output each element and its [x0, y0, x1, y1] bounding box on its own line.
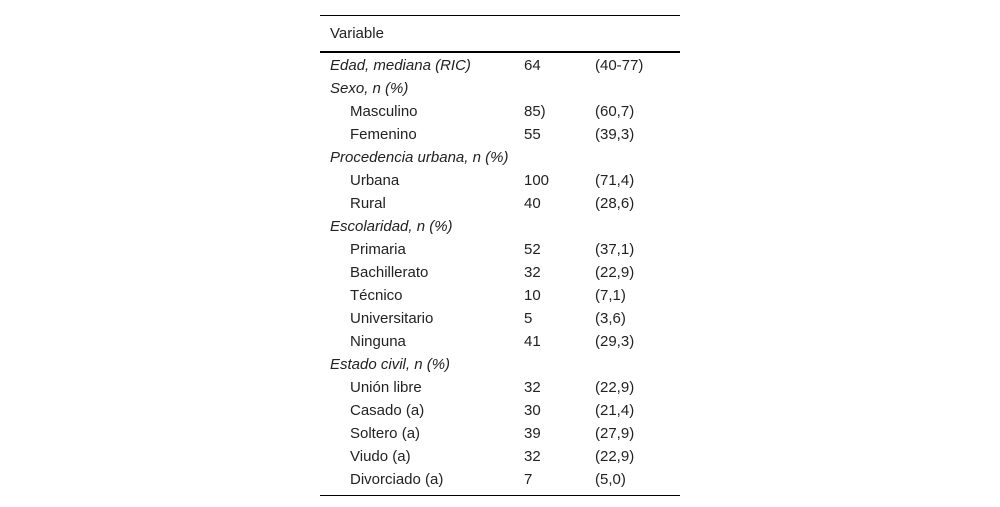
row-label: Casado (a): [350, 402, 425, 419]
table-group-row: [320, 77, 680, 100]
row-percent: (39,3): [595, 126, 635, 143]
table-row: [320, 376, 680, 399]
group-label: Edad, mediana (RIC): [330, 57, 471, 74]
row-percent: [595, 77, 680, 100]
row-count: 40: [524, 195, 541, 212]
row-percent: [595, 215, 680, 238]
row-count: [524, 77, 595, 100]
group-label: Escolaridad, n (%): [330, 218, 453, 235]
row-count: 85): [524, 103, 546, 120]
row-count: 32: [524, 264, 541, 281]
table-row: [320, 261, 680, 284]
row-count: 52: [524, 241, 541, 258]
row-label: Universitario: [350, 310, 434, 327]
row-label: Técnico: [350, 287, 403, 304]
row-count: 55: [524, 126, 541, 143]
row-percent: (5,0): [595, 471, 626, 488]
row-label: Urbana: [350, 172, 400, 189]
row-percent: (40-77): [595, 57, 644, 74]
row-count: 32: [524, 379, 541, 396]
row-label: Unión libre: [350, 379, 422, 396]
row-percent: (27,9): [595, 425, 635, 442]
header-variable: Variable: [320, 16, 680, 53]
row-count: 7: [524, 471, 533, 488]
row-count: [524, 353, 595, 376]
row-label: Rural: [350, 195, 386, 212]
row-label: Soltero (a): [350, 425, 421, 442]
row-percent: [595, 146, 680, 169]
row-count: 5: [524, 310, 533, 327]
table-row: [320, 123, 680, 146]
table-row: [320, 422, 680, 445]
bottom-rule: [320, 495, 680, 496]
table-row: [320, 330, 680, 353]
table-header: [320, 16, 680, 53]
demographics-table-container: [320, 15, 680, 496]
group-label: Sexo, n (%): [330, 80, 409, 97]
row-percent: (60,7): [595, 103, 635, 120]
row-count: 41: [524, 333, 541, 350]
table-row: [320, 238, 680, 261]
row-percent: (3,6): [595, 310, 626, 327]
table-row: [320, 192, 680, 215]
table-row: [320, 468, 680, 491]
row-percent: (28,6): [595, 195, 635, 212]
row-percent: (37,1): [595, 241, 635, 258]
row-percent: (71,4): [595, 172, 635, 189]
table-row: [320, 445, 680, 468]
row-percent: (7,1): [595, 287, 626, 304]
row-count: 39: [524, 425, 541, 442]
row-count: 64: [524, 57, 541, 74]
row-percent: (22,9): [595, 379, 635, 396]
table-body: [320, 52, 680, 491]
group-label: Estado civil, n (%): [330, 356, 451, 373]
row-percent: (22,9): [595, 264, 635, 281]
row-percent: (22,9): [595, 448, 635, 465]
demographics-table: [320, 15, 680, 491]
row-label: Primaria: [350, 241, 406, 258]
row-percent: (21,4): [595, 402, 635, 419]
row-count: [524, 215, 595, 238]
row-count: [524, 146, 595, 169]
group-label: Procedencia urbana, n (%): [330, 149, 509, 166]
table-row: [320, 169, 680, 192]
table-group-row: [320, 52, 680, 77]
row-percent: [595, 353, 680, 376]
table-row: [320, 307, 680, 330]
row-count: 32: [524, 448, 541, 465]
row-label: Masculino: [350, 103, 418, 120]
row-count: 10: [524, 287, 541, 304]
table-row: [320, 399, 680, 422]
table-row: [320, 100, 680, 123]
table-group-row: [320, 353, 680, 376]
table-group-row: [320, 146, 680, 169]
row-count: 30: [524, 402, 541, 419]
row-label: Ninguna: [350, 333, 406, 350]
row-percent: (29,3): [595, 333, 635, 350]
row-count: 100: [524, 172, 550, 189]
header-row: [320, 16, 680, 53]
table-group-row: [320, 215, 680, 238]
row-label: Femenino: [350, 126, 417, 143]
table-row: [320, 284, 680, 307]
row-label: Bachillerato: [350, 264, 429, 281]
row-label: Divorciado (a): [350, 471, 444, 488]
row-label: Viudo (a): [350, 448, 411, 465]
